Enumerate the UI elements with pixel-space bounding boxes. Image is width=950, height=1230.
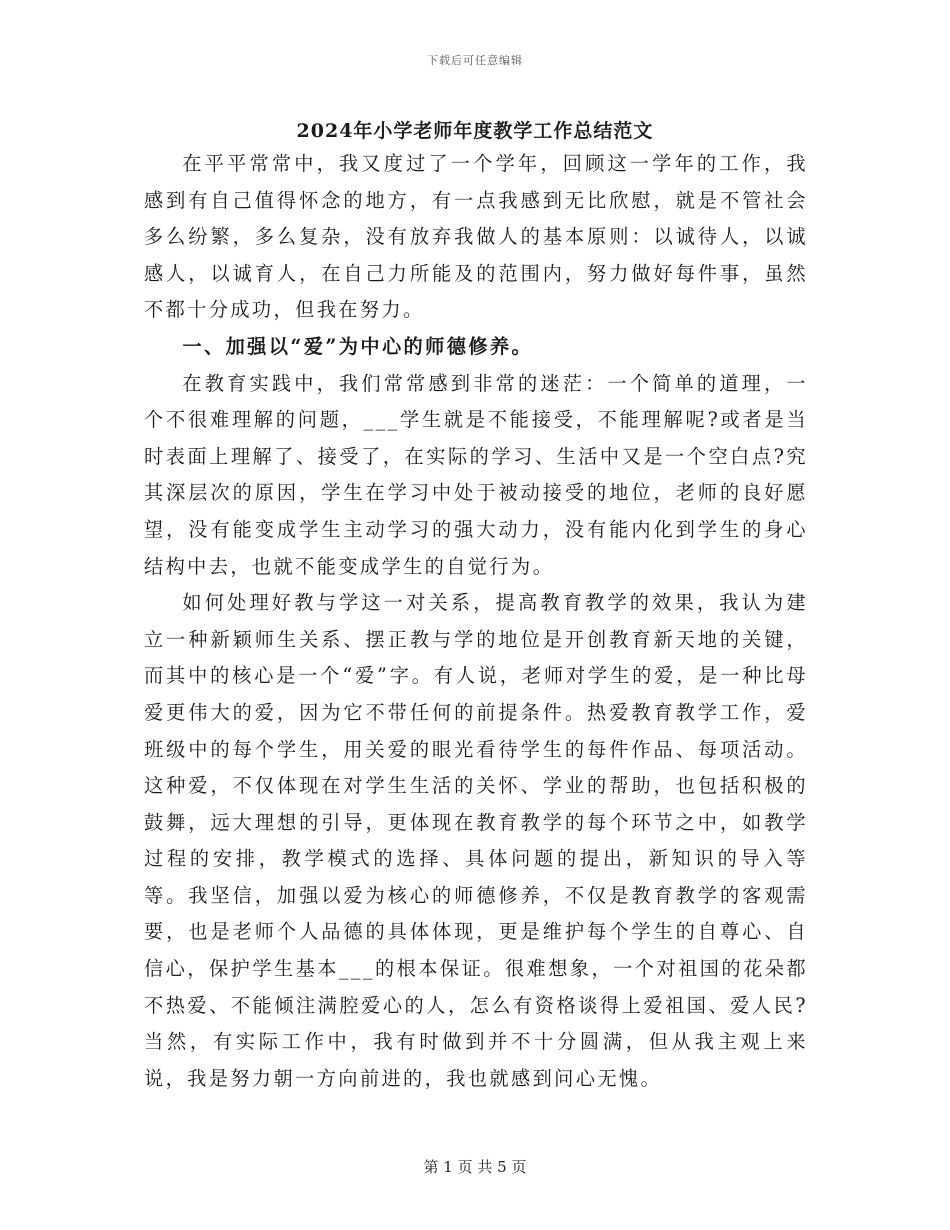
page-number: 第 1 页 共 5 页 [423, 1158, 527, 1176]
page-header-note: 下载后可任意编辑 [427, 54, 523, 67]
paragraph-love: 如何处理好教与学这一对关系，提高教育教学的效果，我认为建立一种新颖师生关系、摆正教与学的地位是开创教育新天地的关键，而其中的核心是一个“爱”字。有人说，老师对学生的爱，是一种比母爱更伟大的爱，因为它不带任何的前提条件。热爱教育教学工作，爱班级中的每个学生，用关爱的眼光看待学生的每件作品、每项活动。这种爱，不仅体现在对学生生活的关怀、学业的帮助，也包括积极的鼓舞，远大理想的引导，更体现在教育教学的每个环节之中，如教学过程的安排，教学模式的选择、具体问题的提出，新知识的导入等等。我坚信，加强以爱为核心的师德修养，不仅是教育教学的客观需要，也是老师个人品德的具体体现，更是维护每个学生的自尊心、自信心，保护学生基本___的根本保证。很难想象，一个对祖国的花朵都不热爱、不能倾注满腔爱心的人，怎么有资格谈得上爱祖国、爱人民?当然，有实际工作中，我有时做到并不十分圆满，但从我主观上来说，我是努力朝一方向前进的，我也就感到问心无愧。 [144, 591, 808, 1090]
document-title: 2024年小学老师年度教学工作总结范文 [296, 120, 654, 142]
document-body [144, 146, 808, 1097]
paragraph-intro: 在平平常常中，我又度过了一个学年，回顾这一学年的工作，我感到有自己值得怀念的地方，有一点我感到无比欣慰，就是不管社会多么纷繁，多么复杂，没有放弃我做人的基本原则：以诚待人，以诚感人，以诚育人，在自己力所能及的范围内，努力做好每件事，虽然不都十分成功，但我在努力。 [144, 152, 808, 322]
paragraph-practice: 在教育实践中，我们常常感到非常的迷茫：一个简单的道理，一个不很难理解的问题，___学生就是不能接受，不能理解呢?或者是当时表面上理解了、接受了，在实际的学习、生活中又是一个空白点?究其深层次的原因，学生在学习中处于被动接受的地位，老师的良好愿望，没有能变成学生主动学习的强大动力，没有能内化到学生的身心结构中去，也就不能变成学生的自觉行为。 [144, 371, 808, 578]
section-heading-1: 一、加强以“爱”为中心的师德修养。 [182, 334, 534, 358]
